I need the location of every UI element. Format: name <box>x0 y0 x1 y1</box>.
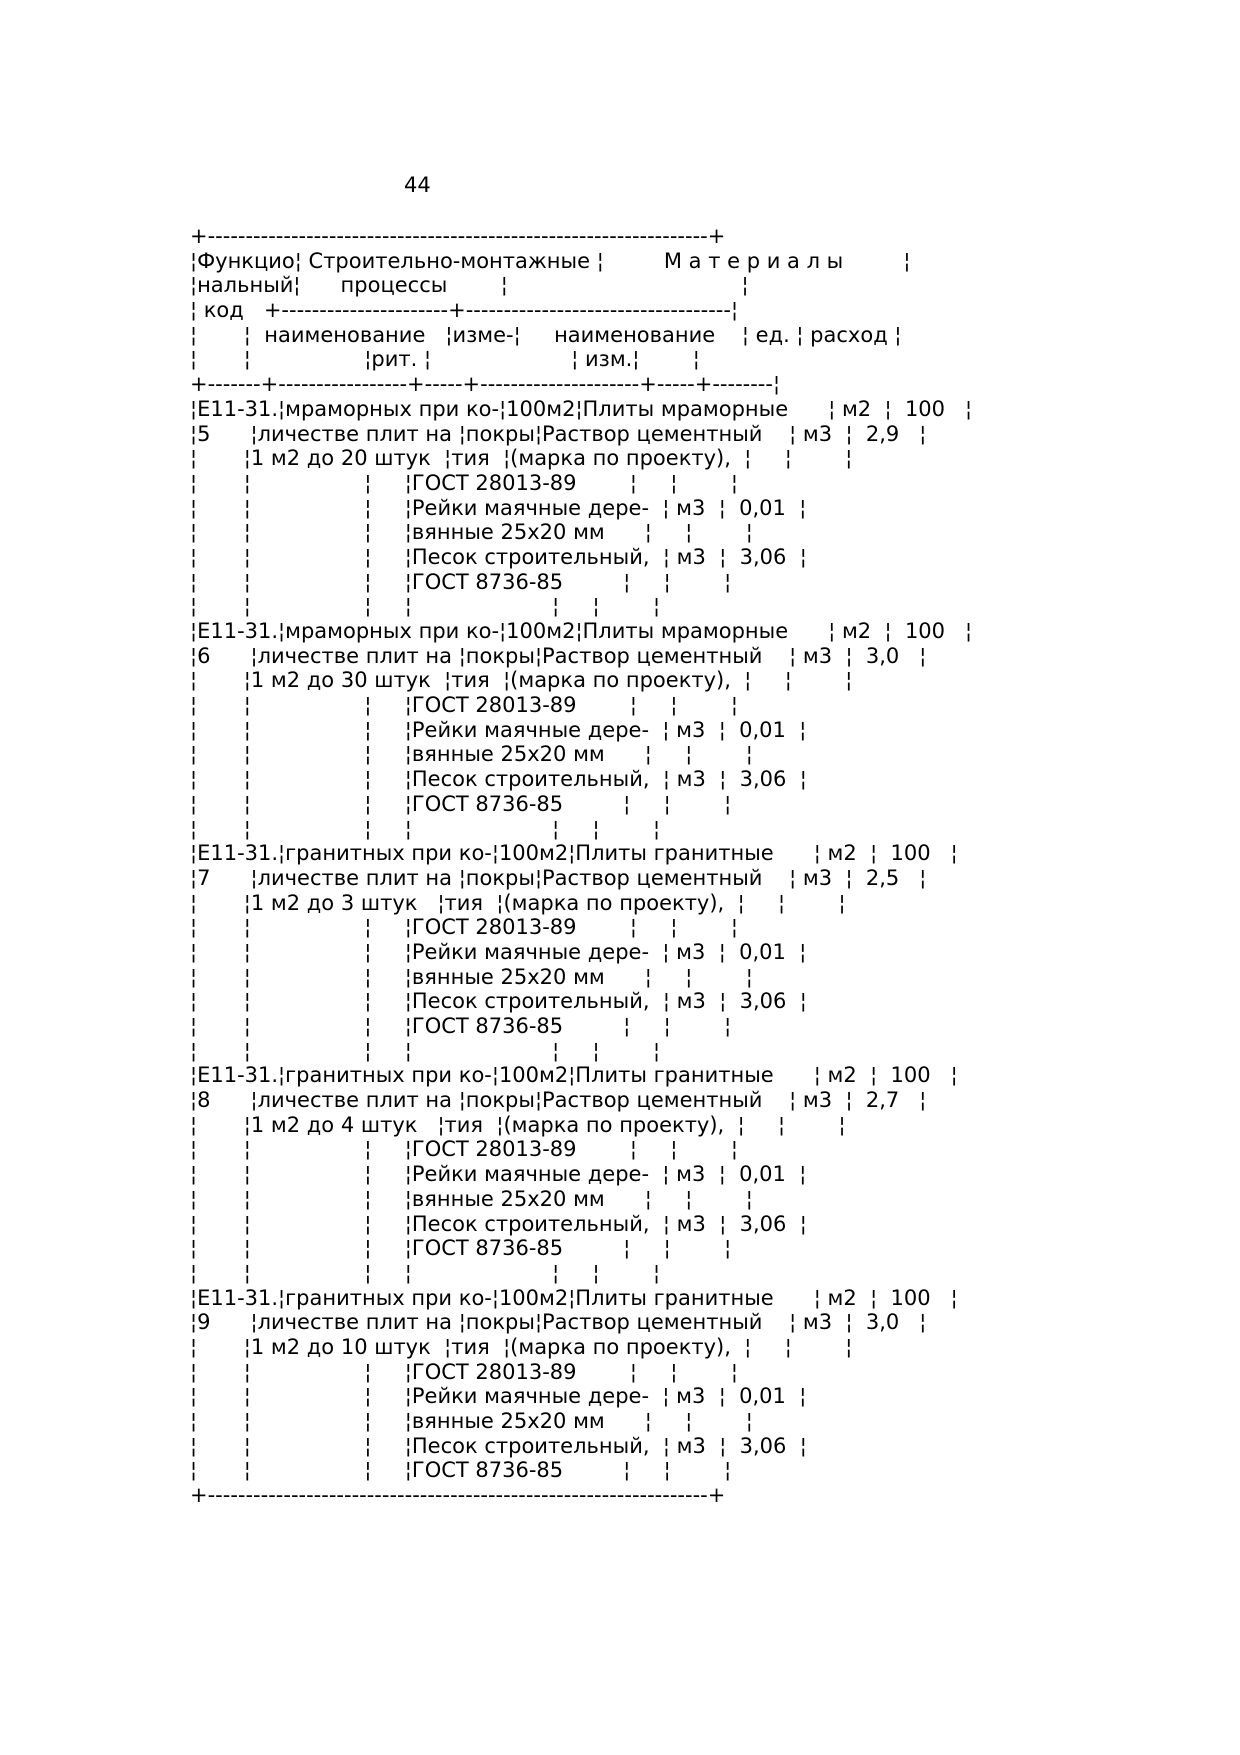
table-line: ¦Е11-31.¦гранитных при ко-¦100м2¦Плиты гранитные ¦ м2 ¦ 100 ¦ <box>190 1285 958 1310</box>
table-line: ¦6 ¦личестве плит на ¦покры¦Раствор цементный ¦ м3 ¦ 3,0 ¦ <box>190 643 927 668</box>
table-line: ¦ ¦ ¦ ¦Песок строительный, ¦ м3 ¦ 3,06 ¦ <box>190 767 807 792</box>
table-line: ¦ ¦ ¦ ¦ГОСТ 28013-89 ¦ ¦ ¦ <box>190 1359 738 1384</box>
table-line: ¦ ¦ наименование ¦изме-¦ наименование ¦ ед. ¦ расход ¦ <box>190 322 902 347</box>
table-line: ¦ ¦ ¦ ¦Рейки маячные дере- ¦ м3 ¦ 0,01 ¦ <box>190 717 807 742</box>
table-line: ¦Е11-31.¦мраморных при ко-¦100м2¦Плиты мраморные ¦ м2 ¦ 100 ¦ <box>190 396 973 421</box>
table-line: ¦9 ¦личестве плит на ¦покры¦Раствор цементный ¦ м3 ¦ 3,0 ¦ <box>190 1310 927 1335</box>
table-line: ¦Е11-31.¦мраморных при ко-¦100м2¦Плиты мраморные ¦ м2 ¦ 100 ¦ <box>190 619 973 643</box>
table-line: ¦ ¦ ¦ ¦Рейки маячные дере- ¦ м3 ¦ 0,01 ¦ <box>190 1384 807 1409</box>
table-line: ¦нальный¦ процессы ¦ ¦ <box>190 273 749 298</box>
table-line: ¦ ¦ ¦ ¦ГОСТ 8736-85 ¦ ¦ ¦ <box>190 1236 732 1261</box>
table-line: ¦ ¦ ¦ ¦вянные 25х20 мм ¦ ¦ ¦ <box>190 1409 753 1433</box>
table-line: ¦Е11-31.¦гранитных при ко-¦100м2¦Плиты гранитные ¦ м2 ¦ 100 ¦ <box>190 1063 958 1088</box>
page-number: 44 <box>404 173 431 197</box>
table-line: ¦ ¦ ¦ ¦ ¦ ¦ ¦ <box>190 1260 661 1285</box>
table-line: ¦ ¦ ¦ ¦ГОСТ 8736-85 ¦ ¦ ¦ <box>190 1458 732 1483</box>
table-line: ¦ ¦ ¦ ¦Песок строительный, ¦ м3 ¦ 3,06 ¦ <box>190 989 807 1014</box>
table-line: ¦ ¦ ¦ ¦вянные 25х20 мм ¦ ¦ ¦ <box>190 742 753 767</box>
table-line: ¦ ¦ ¦ ¦ ¦ ¦ ¦ <box>190 816 661 841</box>
table-line: ¦ ¦ ¦ ¦вянные 25х20 мм ¦ ¦ ¦ <box>190 1186 753 1211</box>
table-line: ¦ ¦ ¦ ¦ГОСТ 28013-89 ¦ ¦ ¦ <box>190 915 738 940</box>
table-line: ¦ ¦ ¦ ¦Песок строительный, ¦ м3 ¦ 3,06 ¦ <box>190 1433 807 1458</box>
table-line: ¦ ¦ ¦ ¦Рейки маячные дере- ¦ м3 ¦ 0,01 ¦ <box>190 495 807 520</box>
table-line: ¦ ¦ ¦ ¦Рейки маячные дере- ¦ м3 ¦ 0,01 ¦ <box>190 1162 807 1187</box>
table-line: ¦ ¦ ¦ ¦ГОСТ 28013-89 ¦ ¦ ¦ <box>190 470 738 495</box>
table-line: ¦5 ¦личестве плит на ¦покры¦Раствор цементный ¦ м3 ¦ 2,9 ¦ <box>190 421 927 446</box>
table-line: ¦ ¦ ¦ ¦вянные 25х20 мм ¦ ¦ ¦ <box>190 964 753 989</box>
table-line: ¦ ¦ ¦ ¦вянные 25х20 мм ¦ ¦ ¦ <box>190 520 753 545</box>
table-line: ¦Функцио¦ Строительно-монтажные ¦ М а т е р и а л ы ¦ <box>190 248 911 273</box>
table-line: ¦ ¦ ¦ ¦ГОСТ 28013-89 ¦ ¦ ¦ <box>190 693 738 718</box>
table-line: ¦ ¦1 м2 до 30 штук ¦тия ¦(марка по проекту), ¦ ¦ ¦ <box>190 668 853 693</box>
norms-table-listing <box>190 224 972 1508</box>
table-line: ¦8 ¦личестве плит на ¦покры¦Раствор цементный ¦ м3 ¦ 2,7 ¦ <box>190 1088 927 1113</box>
table-line: ¦ ¦ ¦ ¦Рейки маячные дере- ¦ м3 ¦ 0,01 ¦ <box>190 939 807 964</box>
table-line: ¦ ¦1 м2 до 4 штук ¦тия ¦(марка по проекту), ¦ ¦ ¦ <box>190 1112 846 1137</box>
table-line: ¦ ¦ ¦ ¦ ¦ ¦ ¦ <box>190 1038 661 1063</box>
table-line: +------------------------------------------------------------------+ <box>190 224 726 248</box>
table-line: ¦ ¦ ¦ ¦Песок строительный, ¦ м3 ¦ 3,06 ¦ <box>190 1211 807 1236</box>
table-line: ¦ ¦ ¦ ¦ГОСТ 8736-85 ¦ ¦ ¦ <box>190 791 732 816</box>
table-line: ¦ ¦ ¦ ¦ГОСТ 8736-85 ¦ ¦ ¦ <box>190 569 732 594</box>
table-line: ¦Е11-31.¦гранитных при ко-¦100м2¦Плиты гранитные ¦ м2 ¦ 100 ¦ <box>190 841 958 866</box>
table-line: ¦ ¦1 м2 до 20 штук ¦тия ¦(марка по проекту), ¦ ¦ ¦ <box>190 446 853 471</box>
table-line: ¦ ¦ ¦ ¦ГОСТ 8736-85 ¦ ¦ ¦ <box>190 1014 732 1038</box>
table-line: ¦ ¦ ¦ ¦ ¦ ¦ ¦ <box>190 594 661 619</box>
table-line: ¦ ¦ ¦ ¦ГОСТ 28013-89 ¦ ¦ ¦ <box>190 1137 738 1162</box>
table-line: +-------+-----------------+-----+---------------------+-----+--------¦ <box>190 372 781 397</box>
table-line: ¦7 ¦личестве плит на ¦покры¦Раствор цементный ¦ м3 ¦ 2,5 ¦ <box>190 865 927 890</box>
table-line: +------------------------------------------------------------------+ <box>190 1483 726 1508</box>
table-line: ¦ ¦1 м2 до 10 штук ¦тия ¦(марка по проекту), ¦ ¦ ¦ <box>190 1334 853 1359</box>
table-line: ¦ код +----------------------+-----------------------------------¦ <box>190 298 739 323</box>
table-line: ¦ ¦1 м2 до 3 штук ¦тия ¦(марка по проекту), ¦ ¦ ¦ <box>190 890 846 915</box>
table-line: ¦ ¦ ¦ ¦Песок строительный, ¦ м3 ¦ 3,06 ¦ <box>190 544 807 569</box>
table-line: ¦ ¦ ¦рит. ¦ ¦ изм.¦ ¦ <box>190 347 700 372</box>
